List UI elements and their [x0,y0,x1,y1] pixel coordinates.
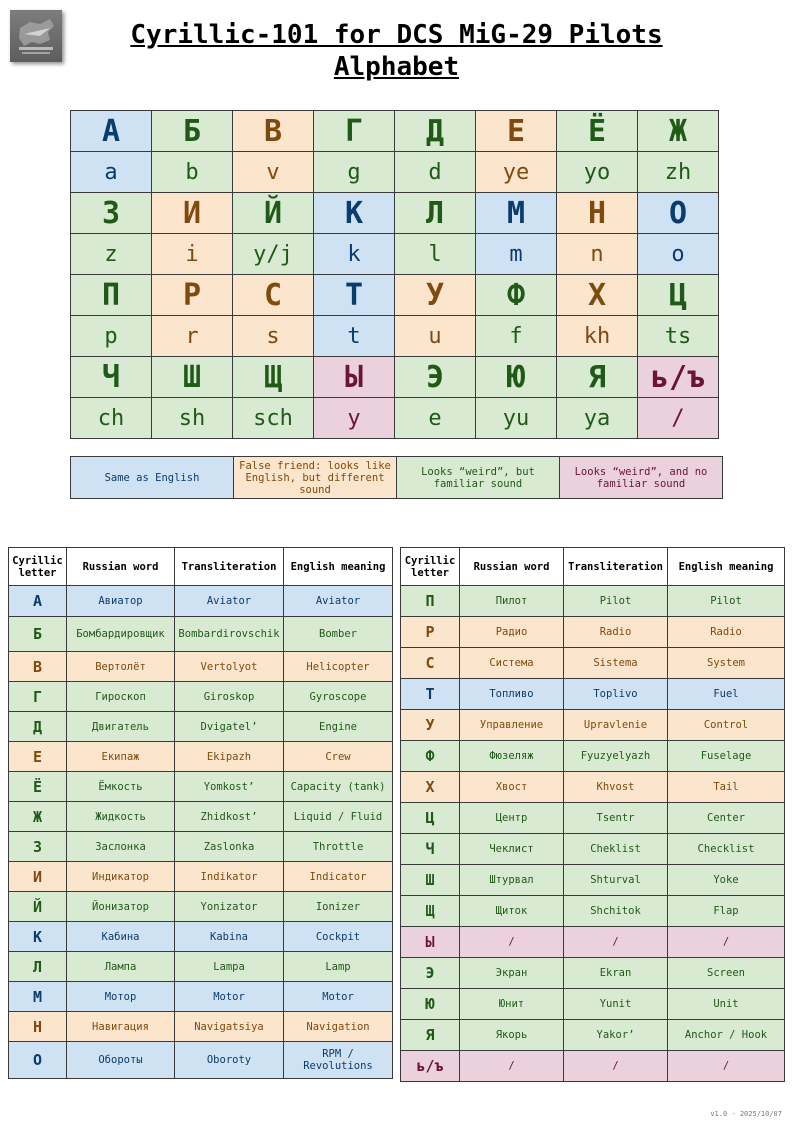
alphabet-translit-row [71,398,719,439]
vocab-meaning: Anchor / Hook [668,1020,785,1051]
vocab-meaning: Center [668,803,785,834]
vocab-translit: Ekran [564,958,668,989]
vocab-word: Якорь [460,1020,564,1051]
vocab-word: Заслонка [67,832,175,862]
vocab-translit: Khvost [564,772,668,803]
vocab-letter: Й [9,892,67,922]
alphabet-letter: Ё [557,111,638,152]
alphabet-letter: Ы [314,357,395,398]
vocab-letter: У [401,710,460,741]
alphabet-translit: p [71,316,152,357]
vocab-row [401,803,785,834]
alphabet-letter-row [71,275,719,316]
vocab-translit: Motor [175,982,284,1012]
header-cyrillic-letter: Cyrillic letter [401,548,460,586]
vocab-translit: Fyuzyelyazh [564,741,668,772]
vocab-word: Фюзеляж [460,741,564,772]
alphabet-letter-row [71,357,719,398]
alphabet-translit: sh [152,398,233,439]
vocab-row [401,586,785,617]
legend-item-green: Looks “weird”, but familiar sound [397,457,560,499]
page-title: Cyrillic-101 for DCS MiG-29 Pilots [130,20,663,50]
vocab-table-right [400,547,785,1082]
alphabet-letter: Ш [152,357,233,398]
vocab-letter: Г [9,682,67,712]
alphabet-translit: ya [557,398,638,439]
vocab-meaning: Indicator [284,862,393,892]
vocab-word: Гироскоп [67,682,175,712]
alphabet-translit: zh [638,152,719,193]
alphabet-translit: e [395,398,476,439]
alphabet-translit: g [314,152,395,193]
vocab-meaning: / [668,1051,785,1082]
vocab-row [401,1051,785,1082]
vocab-word: Юнит [460,989,564,1020]
vocab-meaning: Crew [284,742,393,772]
alphabet-letter: Т [314,275,395,316]
header-cyrillic-letter: Cyrillic letter [9,548,67,586]
vocab-translit: Oboroty [175,1042,284,1079]
vocab-row [401,1020,785,1051]
alphabet-letter: А [71,111,152,152]
vocab-translit: Yomkost’ [175,772,284,802]
alphabet-translit: m [476,234,557,275]
vocab-meaning: Flap [668,896,785,927]
vocab-translit: Zaslonka [175,832,284,862]
vocab-letter: Ё [9,772,67,802]
alphabet-letter-row [71,111,719,152]
vocab-translit: Zhidkost’ [175,802,284,832]
vocab-letter: Ы [401,927,460,958]
vocab-word: Экран [460,958,564,989]
alphabet-letter: Р [152,275,233,316]
vocab-meaning: Lamp [284,952,393,982]
vocab-meaning: RPM / Revolutions [284,1042,393,1079]
alphabet-translit: u [395,316,476,357]
alphabet-letter: О [638,193,719,234]
vocab-word: Мотор [67,982,175,1012]
vocab-letter: С [401,648,460,679]
alphabet-translit: a [71,152,152,193]
vocab-translit: Vertolyot [175,652,284,682]
vocab-meaning: Bomber [284,617,393,652]
alphabet-letter: Ж [638,111,719,152]
alphabet-letter: Щ [233,357,314,398]
vocab-translit: Lampa [175,952,284,982]
vocab-word: Центр [460,803,564,834]
vocab-translit: Pilot [564,586,668,617]
legend-item-orange: False friend: looks like English, but different sound [234,457,397,499]
vocab-meaning: Yoke [668,865,785,896]
vocab-word: Бомбардировщик [67,617,175,652]
alphabet-letter: В [233,111,314,152]
alphabet-translit-row [71,316,719,357]
header-english-meaning: English meaning [668,548,785,586]
alphabet-letter: Е [476,111,557,152]
vocab-word: Система [460,648,564,679]
vocab-translit: Cheklist [564,834,668,865]
vocab-translit: / [564,927,668,958]
vocab-row [401,648,785,679]
alphabet-translit: yu [476,398,557,439]
vocab-meaning: Fuselage [668,741,785,772]
vocab-letter: Е [9,742,67,772]
vocab-word: Авиатор [67,586,175,617]
vocab-translit: Giroskop [175,682,284,712]
alphabet-translit: i [152,234,233,275]
vocab-letter: Х [401,772,460,803]
vocab-letter: Ц [401,803,460,834]
vocab-meaning: Motor [284,982,393,1012]
vocab-meaning: System [668,648,785,679]
vocab-letter: Ч [401,834,460,865]
alphabet-translit: ts [638,316,719,357]
alphabet-letter: К [314,193,395,234]
vocab-word: Вертолёт [67,652,175,682]
alphabet-translit-row [71,234,719,275]
vocab-row [9,712,393,742]
vocab-row [9,952,393,982]
vocab-letter: Э [401,958,460,989]
vocab-row [9,682,393,712]
vocab-row [9,586,393,617]
vocab-letter: Щ [401,896,460,927]
alphabet-letter: Ф [476,275,557,316]
vocab-translit: Ekipazh [175,742,284,772]
alphabet-letter: Х [557,275,638,316]
vocab-meaning: Fuel [668,679,785,710]
vocab-meaning: Engine [284,712,393,742]
alphabet-translit: l [395,234,476,275]
version-label: v1.0 - 2025/10/07 [710,1110,782,1118]
vocab-translit: Yunit [564,989,668,1020]
alphabet-translit: y/j [233,234,314,275]
vocab-meaning: Radio [668,617,785,648]
color-legend [70,456,723,499]
vocab-meaning: Throttle [284,832,393,862]
vocab-row [9,772,393,802]
vocab-translit: Kabina [175,922,284,952]
vocab-meaning: Pilot [668,586,785,617]
vocab-word: Ёмкость [67,772,175,802]
vocab-row [9,982,393,1012]
vocab-row [9,892,393,922]
alphabet-translit: k [314,234,395,275]
alphabet-letter: Г [314,111,395,152]
vocab-meaning: Checklist [668,834,785,865]
alphabet-letter: М [476,193,557,234]
vocab-translit: Shturval [564,865,668,896]
vocab-row [401,834,785,865]
alphabet-letter: Н [557,193,638,234]
alphabet-letter: Б [152,111,233,152]
vocab-letter: М [9,982,67,1012]
alphabet-translit: ye [476,152,557,193]
vocab-meaning: Control [668,710,785,741]
vocab-letter: И [9,862,67,892]
vocab-meaning: Screen [668,958,785,989]
vocab-letter: В [9,652,67,682]
vocab-row [401,865,785,896]
alphabet-translit: kh [557,316,638,357]
vocab-letter: Л [9,952,67,982]
vocab-translit: Yakor’ [564,1020,668,1051]
vocab-letter: Ш [401,865,460,896]
vocab-word: Навигация [67,1012,175,1042]
alphabet-letter: Э [395,357,476,398]
alphabet-letter: Ц [638,275,719,316]
vocab-translit: Aviator [175,586,284,617]
alphabet-grid [70,110,719,439]
vocab-word: Индикатор [67,862,175,892]
vocab-translit: Navigatsiya [175,1012,284,1042]
alphabet-letter: Я [557,357,638,398]
alphabet-translit: / [638,398,719,439]
vocab-row [401,896,785,927]
vocab-translit: / [564,1051,668,1082]
vocab-table-left [8,547,393,1079]
alphabet-letter: Л [395,193,476,234]
vocab-word: Щиток [460,896,564,927]
vocab-meaning: / [668,927,785,958]
alphabet-letter: Д [395,111,476,152]
alphabet-translit: n [557,234,638,275]
vocab-letter: А [9,586,67,617]
vocab-letter: О [9,1042,67,1079]
alphabet-letter: Ч [71,357,152,398]
alphabet-translit: y [314,398,395,439]
vocab-row [9,652,393,682]
vocab-meaning: Helicopter [284,652,393,682]
vocab-translit: Bombardirovschik [175,617,284,652]
vocab-row [401,989,785,1020]
vocab-word: Чеклист [460,834,564,865]
vocab-letter: З [9,832,67,862]
header-russian-word: Russian word [460,548,564,586]
legend-item-pink: Looks “weird”, and no familiar sound [560,457,723,499]
vocab-row [9,802,393,832]
vocab-letter: ь/ъ [401,1051,460,1082]
vocab-row [9,1042,393,1079]
alphabet-letter: Й [233,193,314,234]
vocab-word: Радио [460,617,564,648]
vocab-word: Пилот [460,586,564,617]
vocab-letter: К [9,922,67,952]
vocab-word: Топливо [460,679,564,710]
vocab-meaning: Unit [668,989,785,1020]
alphabet-letter: Ю [476,357,557,398]
alphabet-letter: П [71,275,152,316]
vocab-word: Лампа [67,952,175,982]
vocab-translit: Toplivo [564,679,668,710]
alphabet-letter: ь/ъ [638,357,719,398]
alphabet-translit: t [314,316,395,357]
vocab-translit: Indikator [175,862,284,892]
vocab-letter: Н [9,1012,67,1042]
vocab-letter: Т [401,679,460,710]
alphabet-translit-row [71,152,719,193]
vocab-meaning: Navigation [284,1012,393,1042]
vocab-meaning: Liquid / Fluid [284,802,393,832]
alphabet-translit: yo [557,152,638,193]
vocab-meaning: Cockpit [284,922,393,952]
vocab-meaning: Ionizer [284,892,393,922]
vocab-row [401,679,785,710]
header-transliteration: Transliteration [175,548,284,586]
vocab-letter: Р [401,617,460,648]
vocab-word: / [460,927,564,958]
alphabet-translit: r [152,316,233,357]
alphabet-translit: f [476,316,557,357]
vocab-row [401,927,785,958]
vocab-row [9,1012,393,1042]
vocab-translit: Upravlenie [564,710,668,741]
vocab-row [401,741,785,772]
header-transliteration: Transliteration [564,548,668,586]
vocab-letter: Я [401,1020,460,1051]
alphabet-translit: ch [71,398,152,439]
vocab-word: Кабина [67,922,175,952]
alphabet-letter: У [395,275,476,316]
vocab-word: Обороты [67,1042,175,1079]
vocab-row [9,922,393,952]
vocab-meaning: Aviator [284,586,393,617]
alphabet-letter: С [233,275,314,316]
legend-item-blue: Same as English [71,457,234,499]
vocab-row [9,742,393,772]
alphabet-letter: И [152,193,233,234]
vocab-meaning: Gyroscope [284,682,393,712]
page-subtitle: Alphabet [333,52,460,82]
vocab-word: / [460,1051,564,1082]
vocab-translit: Yonizator [175,892,284,922]
alphabet-translit: z [71,234,152,275]
alphabet-letter: З [71,193,152,234]
alphabet-letter-row [71,193,719,234]
vocab-row [401,958,785,989]
header-russian-word: Russian word [67,548,175,586]
vocab-word: Штурвал [460,865,564,896]
vocab-word: Жидкость [67,802,175,832]
vocab-translit: Sistema [564,648,668,679]
alphabet-translit: b [152,152,233,193]
vocab-letter: Б [9,617,67,652]
vocab-row [401,617,785,648]
alphabet-translit: v [233,152,314,193]
vocab-word: Екипаж [67,742,175,772]
alphabet-translit: d [395,152,476,193]
vocab-translit: Dvigatel’ [175,712,284,742]
vocab-word: Йонизатор [67,892,175,922]
squadron-logo [10,10,62,62]
vocab-letter: Ю [401,989,460,1020]
vocab-meaning: Capacity (tank) [284,772,393,802]
vocab-word: Управление [460,710,564,741]
vocab-letter: Ж [9,802,67,832]
vocab-row [9,617,393,652]
vocab-row [9,832,393,862]
alphabet-translit: s [233,316,314,357]
alphabet-translit: sch [233,398,314,439]
vocab-row [401,710,785,741]
vocab-translit: Shchitok [564,896,668,927]
vocab-letter: Д [9,712,67,742]
vocab-translit: Tsentr [564,803,668,834]
alphabet-translit: o [638,234,719,275]
vocab-letter: П [401,586,460,617]
header-english-meaning: English meaning [284,548,393,586]
vocab-letter: Ф [401,741,460,772]
vocab-word: Хвост [460,772,564,803]
vocab-word: Двигатель [67,712,175,742]
vocab-row [9,862,393,892]
vocab-translit: Radio [564,617,668,648]
vocab-row [401,772,785,803]
vocab-meaning: Tail [668,772,785,803]
